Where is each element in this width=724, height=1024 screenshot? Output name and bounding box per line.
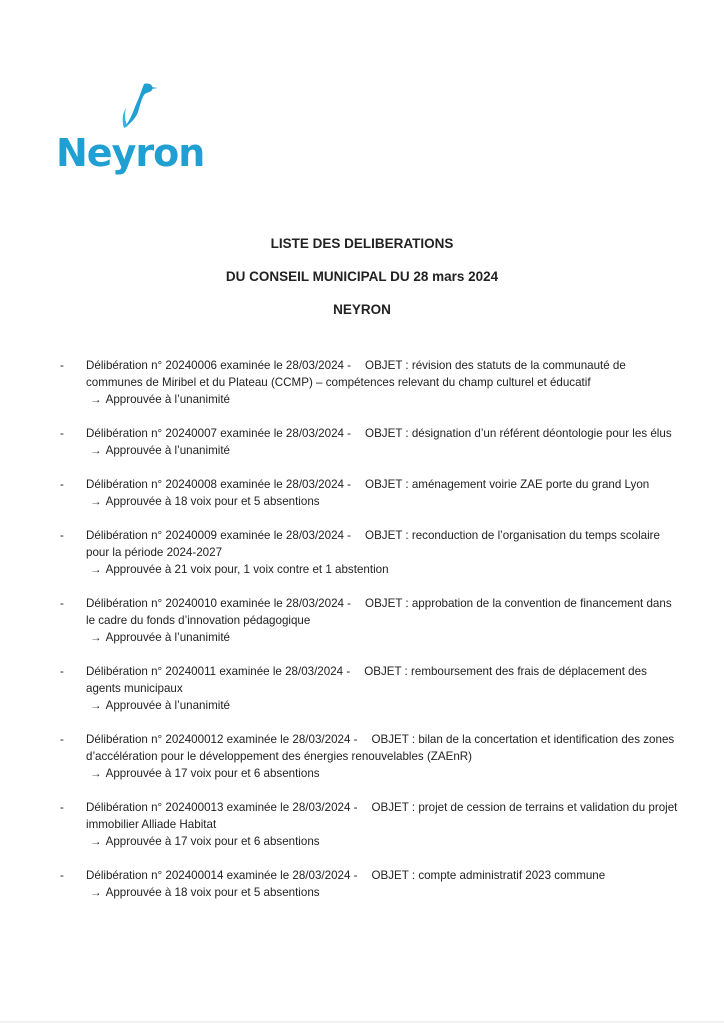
scan-edge <box>0 1021 724 1023</box>
deliberation-ref: Délibération n° 20240006 examinée le 28/03/2024 - <box>86 359 352 372</box>
title-line-2: DU CONSEIL MUNICIPAL DU 28 mars 2024 <box>225 269 499 284</box>
list-dash: - <box>60 801 64 815</box>
result-text: Approuvée à 18 voix pour et 5 absentions <box>105 494 320 508</box>
arrow-right-icon: → <box>90 766 102 780</box>
deliberation-result <box>86 443 682 460</box>
deliberation-result <box>86 834 682 851</box>
arrow-right-icon: → <box>90 698 102 712</box>
list-item <box>60 426 682 460</box>
deliberation-objet: OBJET : compte administratif 2023 commune <box>371 869 606 883</box>
list-item <box>60 732 682 782</box>
arrow-right-icon: → <box>90 392 102 406</box>
deliberation-objet: OBJET : reconduction de l’organisation du temps scolaire pour la période 2024-2027 <box>86 529 660 560</box>
deliberation-result <box>86 392 682 409</box>
deliberation-objet: OBJET : approbation de la convention de financement dans le cadre du fonds d’innovation pédagogique <box>86 597 672 628</box>
arrow-right-icon: → <box>90 443 102 457</box>
arrow-right-icon: → <box>90 886 102 900</box>
list-item <box>60 528 682 578</box>
deliberation-objet: OBJET : projet de cession de terrains et validation du projet immobilier Alliade Habitat <box>86 801 678 832</box>
deliberation-objet: OBJET : bilan de la concertation et identification des zones d’accélération pour le développement des énergies renouvelables (ZAEnR) <box>86 733 675 764</box>
deliberation-ref: Délibération n° 202400012 examinée le 28/03/2024 - <box>86 733 358 747</box>
deliberation-ref: Délibération n° 20240008 examinée le 28/03/2024 - <box>86 478 352 492</box>
result-text: Approuvée à 18 voix pour et 5 absentions <box>105 886 320 900</box>
result-text: Approuvée à l’unanimité <box>105 630 230 644</box>
deliberation-result <box>86 630 682 647</box>
logo-text: Neyron <box>56 131 205 175</box>
deliberation-result <box>86 885 682 902</box>
list-dash: - <box>60 733 64 747</box>
deliberation-objet: OBJET : désignation d’un référent déontologie pour les élus <box>365 426 672 440</box>
neyron-logo <box>56 78 216 182</box>
title-line-3: NEYRON <box>333 302 391 317</box>
deliberation-result <box>86 494 682 511</box>
deliberation-ref: Délibération n° 20240011 examinée le 28/03/2024 - <box>86 665 351 679</box>
list-item <box>60 868 682 902</box>
deliberation-objet: OBJET : remboursement des frais de déplacement des agents municipaux <box>86 665 647 696</box>
list-dash: - <box>60 597 64 611</box>
deliberation-result <box>86 766 682 783</box>
deliberation-ref: Délibération n° 202400014 examinée le 28/03/2024 - <box>86 869 358 883</box>
arrow-right-icon: → <box>90 834 102 848</box>
deliberation-objet: OBJET : révision des statuts de la communauté de communes de Miribel et du Plateau (CCMP) – compétences relevant du champ culturel et éducatif <box>86 359 626 389</box>
deliberation-list <box>0 358 724 902</box>
deliberation-result <box>86 562 682 579</box>
arrow-right-icon: → <box>90 562 102 576</box>
list-dash: - <box>60 529 64 543</box>
list-dash: - <box>60 869 64 883</box>
list-dash: - <box>60 426 64 440</box>
deliberation-ref: Délibération n° 202400013 examinée le 28/03/2024 - <box>86 801 358 815</box>
document-title <box>0 233 724 332</box>
arrow-right-icon: → <box>90 494 102 508</box>
list-item <box>60 664 682 714</box>
deliberation-ref: Délibération n° 20240010 examinée le 28/03/2024 - <box>86 597 352 611</box>
result-text: Approuvée à 17 voix pour et 6 absentions <box>105 766 320 780</box>
deliberation-result <box>86 698 682 715</box>
result-text: Approuvée à l’unanimité <box>105 698 230 712</box>
result-text: Approuvée à 17 voix pour et 6 absentions <box>105 834 320 848</box>
title-line-1: LISTE DES DELIBERATIONS <box>270 236 454 251</box>
list-item <box>60 800 682 850</box>
list-item <box>60 596 682 646</box>
list-item <box>60 477 682 511</box>
list-dash: - <box>60 665 64 679</box>
deliberation-objet: OBJET : aménagement voirie ZAE porte du grand Lyon <box>365 478 650 492</box>
list-dash: - <box>60 478 64 492</box>
list-dash: - <box>60 359 64 372</box>
arrow-right-icon: → <box>90 630 102 644</box>
deliberation-ref: Délibération n° 20240009 examinée le 28/03/2024 - <box>86 529 352 543</box>
result-text: Approuvée à l’unanimité <box>105 392 230 406</box>
result-text: Approuvée à 21 voix pour, 1 voix contre et 1 abstention <box>105 562 389 576</box>
deliberation-ref: Délibération n° 20240007 examinée le 28/03/2024 - <box>86 426 352 440</box>
result-text: Approuvée à l’unanimité <box>105 443 230 457</box>
list-item <box>60 358 682 408</box>
